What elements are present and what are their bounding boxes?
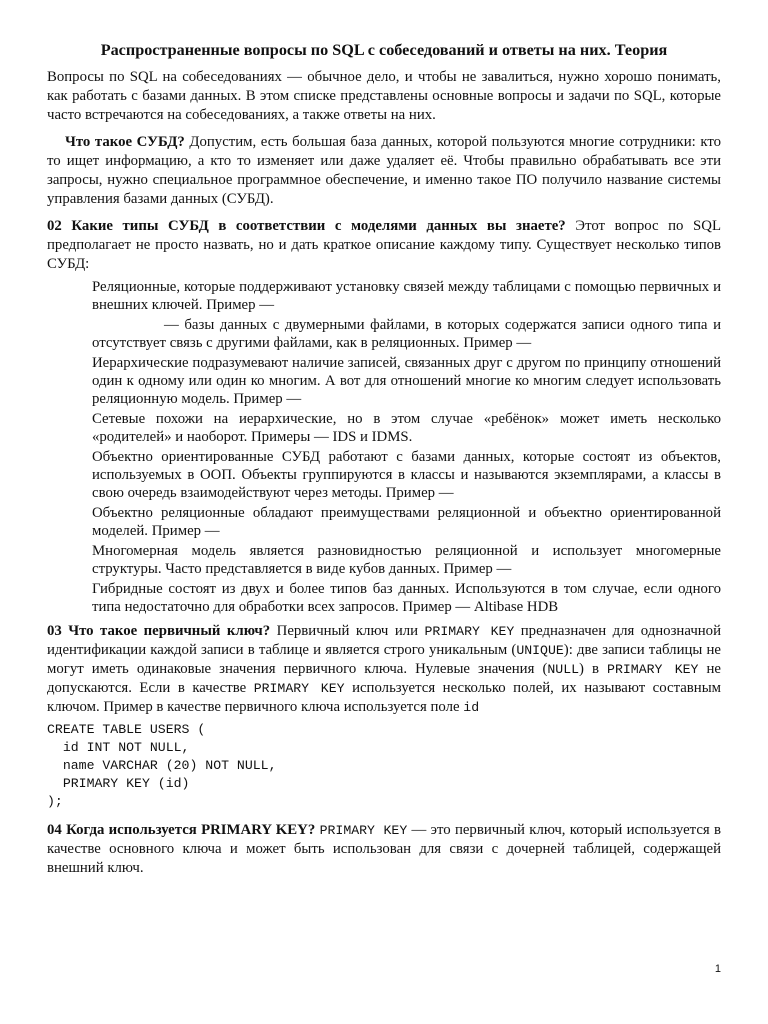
q4-question: 04 Когда используется PRIMARY KEY? bbox=[47, 822, 316, 838]
q3-paragraph bbox=[47, 622, 721, 717]
list-item: Иерархические подразумевают наличие записей, связанных друг с другом по принципу отношений один к одному или один ко многим. А вот для отношений многие ко многим следует использовать реляционную модель. Пример — bbox=[92, 355, 721, 407]
inline-code: PRIMARY KEY bbox=[253, 681, 345, 696]
q3-text: не допускаются. Если в качестве bbox=[47, 661, 721, 696]
q2-paragraph bbox=[47, 217, 721, 274]
list-item: Объектно реляционные обладают преимуществами реляционной и объектно ориентированной моделей. Пример — bbox=[92, 505, 721, 539]
inline-code: NULL bbox=[547, 662, 580, 677]
q2-question: 02 Какие типы СУБД в соответствии с моделями данных вы знаете? bbox=[47, 218, 566, 234]
q3-text: предназначен для однозначной идентификации каждой записи в таблице и является строго уникальным ( bbox=[47, 623, 721, 658]
document-page bbox=[47, 40, 721, 878]
q3-text: ): две записи таблицы не могут иметь одинаковые значения первичного ключа. Нулевые значения ( bbox=[47, 642, 721, 677]
inline-code: PRIMARY KEY bbox=[607, 662, 699, 677]
inline-code: PRIMARY KEY bbox=[319, 823, 408, 838]
list-item: Гибридные состоят из двух и более типов баз данных. Используются в том случае, если одного типа недостаточно для обработки всех запросов. Пример — Altibase HDB bbox=[92, 581, 721, 615]
list-item: Объектно ориентированные СУБД работают с базами данных, которые состоят из объектов, используемых в ООП. Объекты группируются в классы и называются экземплярами, а классы в свою очередь взаимодействуют через методы. Пример — bbox=[92, 449, 721, 501]
q2-answer: Этот вопрос по SQL предполагает не просто назвать, но и дать краткое описание каждому типу. Существует несколько типов СУБД: bbox=[47, 218, 722, 272]
q4-answer: — это первичный ключ, который используется в качестве основного ключа и может быть использован для связи с дочерней таблицей, содержащей внешний ключ. bbox=[47, 822, 721, 876]
list-item: Многомерная модель является разновидностью реляционной и использует многомерные структуры. Часто представляется в виде кубов данных. Пример — bbox=[92, 543, 721, 577]
intro-paragraph: Вопросы по SQL на собеседованиях — обычное дело, и чтобы не завалиться, нужно хорошо понимать, как работать с базами данных. В этом списке представлены основные вопросы и задачи по SQL, которые часто встречаются на собеседованиях, а также ответы на них. bbox=[47, 69, 721, 123]
q3-text: ) в bbox=[579, 661, 608, 677]
page-number: 1 bbox=[714, 963, 721, 975]
q3-text: Первичный ключ или bbox=[270, 623, 425, 639]
q1-paragraph bbox=[47, 133, 721, 209]
q3-question: 03 Что такое первичный ключ? bbox=[47, 623, 271, 639]
list-item: Реляционные, которые поддерживают установку связей между таблицами с помощью первичных и внешних ключей. Пример — bbox=[92, 279, 721, 313]
inline-code: UNIQUE bbox=[516, 643, 564, 658]
list-item: — базы данных с двумерными файлами, в которых содержатся записи одного типа и отсутствует связь с другими файлами, как в реляционных. Пример — bbox=[92, 317, 721, 351]
q3-text: используется несколько полей, их называют составным ключом. Пример в качестве первичного ключа используется поле bbox=[47, 680, 722, 715]
inline-code: id bbox=[463, 700, 480, 715]
q1-answer: Допустим, есть большая база данных, которой пользуются многие сотрудники: кто то ищет информацию, а кто то изменяет или даже удаляет её. Чтобы правильно обрабатывать все эти запросы, нужно специальное программное обеспечение, и именно такое ПО получило название системы управления базами данных (СУБД). bbox=[47, 134, 721, 207]
inline-code: PRIMARY KEY bbox=[424, 624, 515, 639]
list-item: Сетевые похожи на иерархические, но в этом случае «ребёнок» может иметь несколько «родителей» и наоборот. Примеры — IDS и IDMS. bbox=[92, 411, 721, 445]
page-title: Распространенные вопросы по SQL с собеседований и ответы на них. Теория bbox=[100, 41, 668, 59]
dbms-types-list bbox=[47, 278, 721, 616]
sql-code-block: CREATE TABLE USERS ( id INT NOT NULL, name VARCHAR (20) NOT NULL, PRIMARY KEY (id) ); bbox=[47, 722, 277, 809]
q1-question: Что такое СУБД? bbox=[65, 134, 185, 150]
q4-paragraph bbox=[47, 821, 721, 878]
